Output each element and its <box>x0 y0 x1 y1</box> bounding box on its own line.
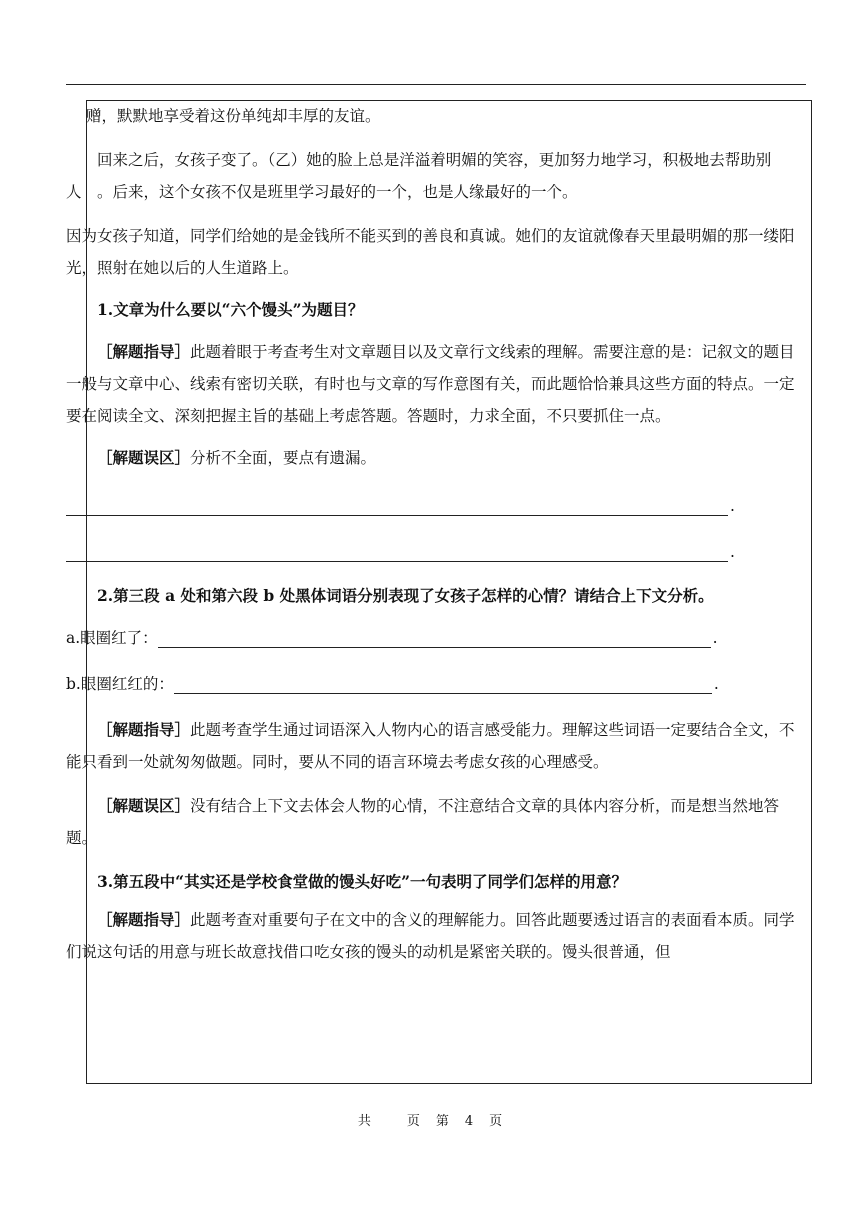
error-tag: ［解题误区］ <box>97 796 191 815</box>
header-rule <box>66 84 806 85</box>
error-paragraph <box>66 442 806 474</box>
line-end-dot: . <box>712 629 718 647</box>
line-end-dot: . <box>730 497 735 515</box>
document-body <box>66 100 806 968</box>
question-1: 1.文章为什么要以“六个馒头”为题目？ <box>97 300 364 319</box>
paragraph: 因为女孩子知道，同学们给她的是金钱所不能买到的善良和真诚。她们的友谊就像春天里最明媚的那一缕阳光，照射在她以后的人生道路上。 <box>66 227 795 277</box>
guide-paragraph <box>66 336 806 432</box>
error-text: 分析不全面，要点有遗漏。 <box>190 449 377 467</box>
guide-paragraph <box>66 904 806 968</box>
error-tag: ［解题误区］ <box>97 448 191 467</box>
paragraph: 赠，默默地享受着这份单纯却丰厚的友谊。 <box>86 107 381 125</box>
footer-gong: 共 <box>357 1114 371 1129</box>
page-number: 4 <box>464 1114 474 1129</box>
line-end-dot: . <box>713 675 719 693</box>
guide-text: 此题着眼于考查考生对文章题目以及文章行文线索的理解。需要注意的是：记叙文的题目一般与文章中心、线索有密切关联，有时也与文章的写作意图有关，而此题恰恰兼具这些方面的特点。一定要在阅读全文、深刻把握主旨的基础上考虑答题。答题时，力求全面，不只要抓住一点。 <box>66 343 795 425</box>
answer-line-a[interactable] <box>66 622 806 654</box>
guide-text: 此题考查对重要句子在文中的含义的理解能力。回答此题要透过语言的表面看本质。同学们说这句话的用意与班长故意找借口吃女孩的馒头的动机是紧密关联的。馒头很普通，但 <box>66 911 795 961</box>
page-footer <box>0 1110 860 1129</box>
answer-blank[interactable] <box>66 495 728 516</box>
line-end-dot: . <box>730 543 735 561</box>
guide-text: 此题考查学生通过词语深入人物内心的语言感受能力。理解这些词语一定要结合全文，不能只看到一处就匆匆做题。同时，要从不同的语言环境去考虑女孩的心理感受。 <box>66 721 795 771</box>
answer-blank[interactable] <box>158 627 711 648</box>
footer-ye: 页 <box>489 1114 503 1129</box>
guide-tag: ［解题指导］ <box>97 342 191 361</box>
answer-blank[interactable] <box>174 673 712 694</box>
answer-line[interactable] <box>66 490 806 522</box>
answer-label-a: a.眼圈红了： <box>66 629 158 647</box>
guide-paragraph <box>66 714 806 778</box>
footer-di: 第 <box>435 1114 449 1129</box>
guide-tag: ［解题指导］ <box>97 910 191 929</box>
error-paragraph <box>66 790 806 854</box>
answer-line[interactable] <box>66 536 806 568</box>
guide-tag: ［解题指导］ <box>97 720 191 739</box>
error-text: 没有结合上下文去体会人物的心情，不注意结合文章的具体内容分析，而是想当然地答题。 <box>66 797 780 847</box>
footer-ye: 页 <box>406 1114 420 1129</box>
paragraph: 回来之后，女孩子变了。（乙）她的脸上总是洋溢着明媚的笑容，更加努力地学习，积极地去帮助别人 。后来，这个女孩不仅是班里学习最好的一个，也是人缘最好的一个。 <box>66 151 772 201</box>
answer-line-b[interactable] <box>66 668 806 700</box>
answer-label-b: b.眼圈红红的： <box>66 675 174 693</box>
question-2: 2.第三段 a 处和第六段 b 处黑体词语分别表现了女孩子怎样的心情？请结合上下文分析。 <box>97 586 714 605</box>
answer-blank[interactable] <box>66 541 728 562</box>
question-3: 3.第五段中“其实还是学校食堂做的馒头好吃”一句表明了同学们怎样的用意？ <box>97 872 628 891</box>
